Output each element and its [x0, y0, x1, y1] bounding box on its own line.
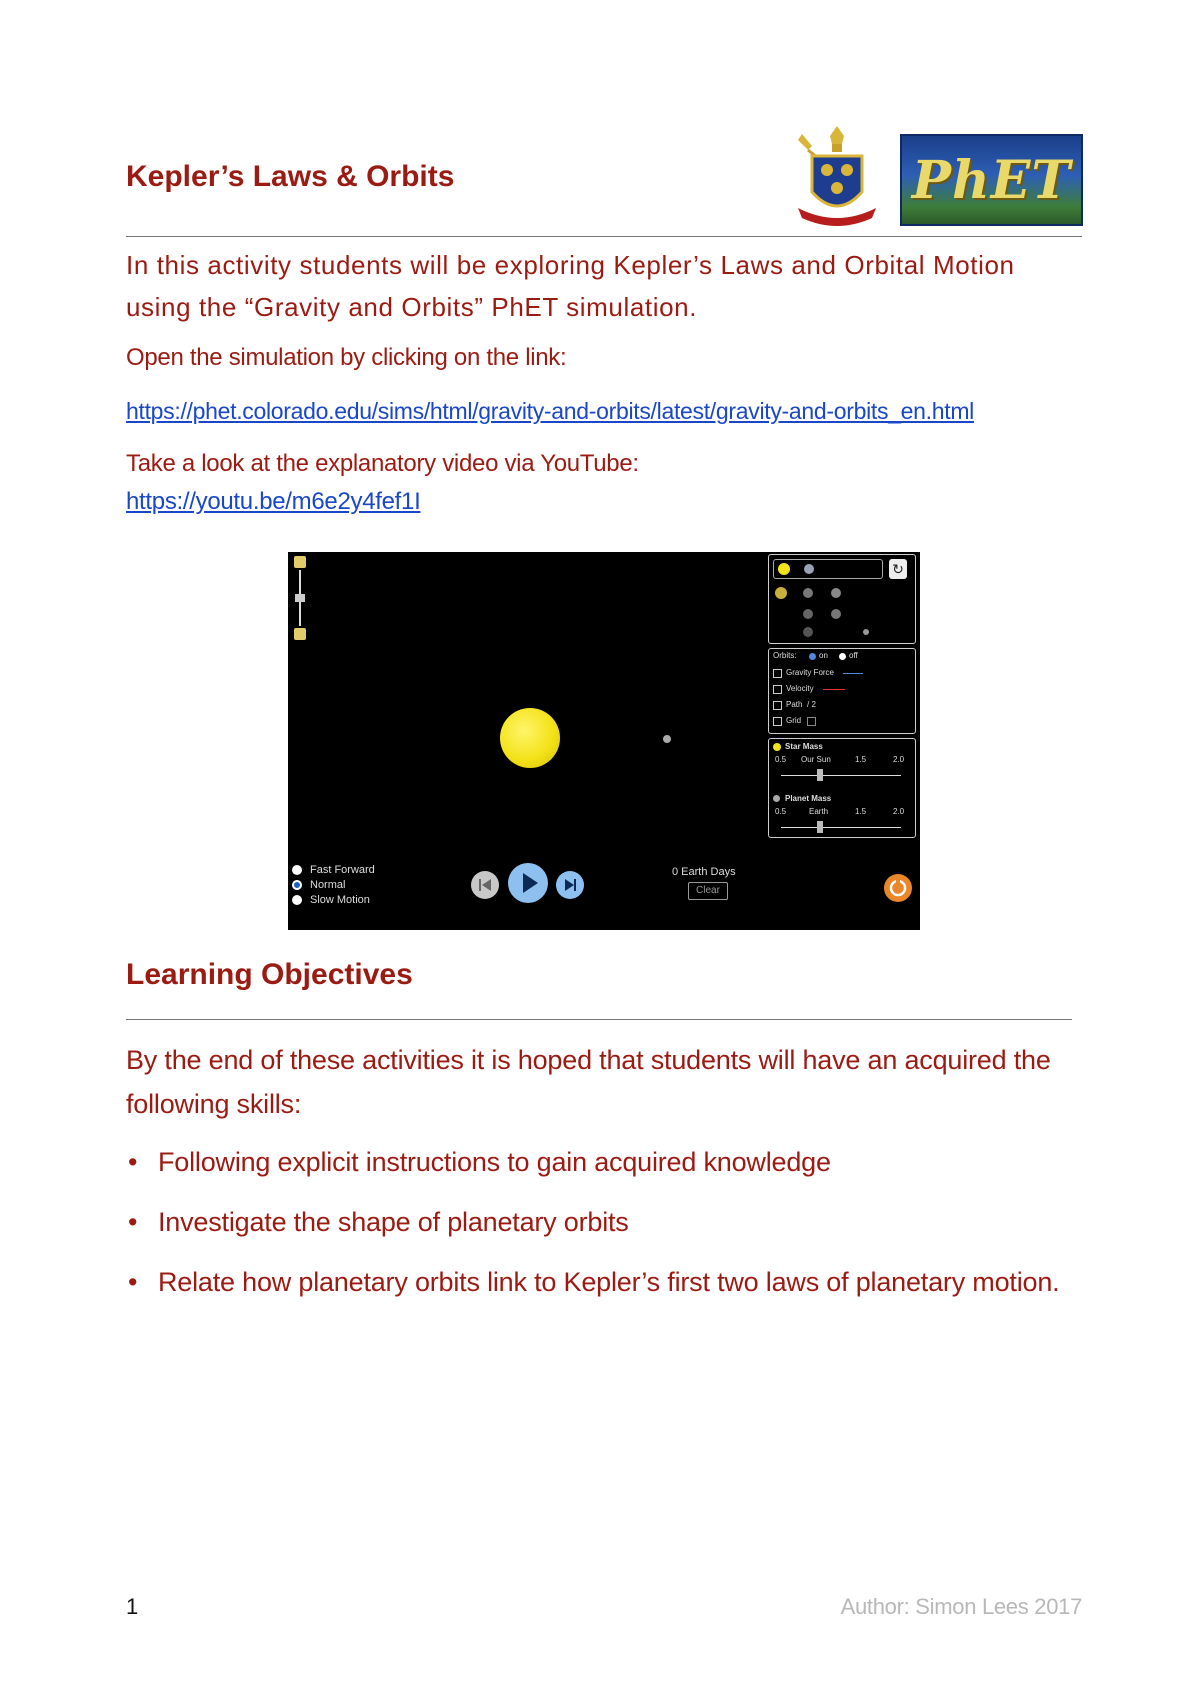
zoom-thumb: [295, 594, 305, 602]
sun-option-icon: [775, 587, 787, 599]
list-item-text: Following explicit instructions to gain acquired knowledge: [158, 1147, 831, 1177]
phet-logo-text: PhET: [911, 150, 1072, 211]
simulation-screenshot: [288, 552, 920, 930]
elapsed-time: 0 Earth Days: [672, 866, 736, 878]
grid-icon: [807, 717, 816, 726]
planet-mass-thumb: [817, 821, 823, 833]
gravity-force-swatch: [843, 673, 863, 674]
star-mass-tick-4: 2.0: [893, 755, 905, 764]
speed-fast-forward: [292, 864, 375, 878]
intro-paragraph: In this activity students will be exploring Kepler’s Laws and Orbital Motion using the “Gravity and Orbits” PhET simulation.: [126, 250, 1015, 322]
list-item-text: Investigate the shape of planetary orbits: [158, 1207, 629, 1237]
star-mass-label: Star Mass: [785, 742, 823, 751]
bullet-icon: •: [128, 1207, 138, 1237]
page-title: Kepler’s Laws & Orbits: [126, 160, 455, 193]
gravity-force-label: Gravity Force: [786, 668, 835, 677]
planet-mass-track: [781, 827, 901, 828]
orbits-label: Orbits:: [773, 651, 797, 660]
planet-mass-tick-2: Earth: [809, 807, 829, 816]
speed-normal: [292, 879, 345, 893]
planet-option-icon-3: [803, 627, 813, 637]
planet-mass-icon: [773, 795, 780, 802]
reset-scene-icon: ↻: [889, 559, 907, 579]
fast-forward-radio: [292, 865, 302, 875]
page-number: 1: [126, 1594, 139, 1619]
path-suffix: / 2: [807, 700, 816, 709]
slow-motion-label: Slow Motion: [310, 894, 370, 906]
orbits-on-radio: [809, 653, 816, 660]
list-item: [126, 1200, 1086, 1244]
star-mass-track: [781, 775, 901, 776]
planet-mass-tick-1: 0.5: [775, 807, 787, 816]
orbits-off-radio: [839, 653, 846, 660]
bullet-icon: •: [128, 1147, 138, 1177]
normal-label: Normal: [310, 879, 346, 891]
velocity-label: Velocity: [786, 684, 814, 693]
clear-button: Clear: [688, 882, 728, 900]
grid-checkbox: [773, 717, 782, 726]
star-mass-tick-1: 0.5: [775, 755, 787, 764]
grid-label: Grid: [786, 716, 802, 725]
moon-option-icon-2: [831, 609, 841, 619]
planet-mass-tick-3: 1.5: [855, 807, 867, 816]
planet-option-icon-2: [803, 609, 813, 619]
phet-menu-icon: [884, 874, 912, 902]
phet-logo: [900, 134, 1083, 226]
moon-option-icon: [831, 588, 841, 598]
youtube-link[interactable]: https://youtu.be/m6e2y4fef1I: [126, 488, 421, 515]
open-sim-label: Open the simulation by clicking on the link:: [126, 344, 567, 371]
star-mass-tick-2: Our Sun: [801, 755, 831, 764]
author-credit: Author: Simon Lees 2017: [840, 1594, 1082, 1619]
zoom-out-icon: [294, 628, 306, 640]
normal-radio: [292, 880, 302, 890]
path-checkbox: [773, 701, 782, 710]
mass-panel: [768, 738, 916, 838]
planet-mass-label: Planet Mass: [785, 794, 832, 803]
objectives-heading: Learning Objectives: [126, 958, 413, 991]
bullet-icon: •: [128, 1267, 138, 1297]
play-icon: [508, 863, 548, 903]
star-mass-tick-3: 1.5: [855, 755, 867, 764]
orbits-on-label: on: [819, 651, 828, 660]
star-mass-icon: [773, 743, 781, 751]
planet-mass-tick-4: 2.0: [893, 807, 905, 816]
list-item: [126, 1260, 1086, 1304]
star-mass-thumb: [817, 769, 823, 781]
zoom-slider: [294, 556, 308, 640]
zoom-in-icon: [294, 556, 306, 568]
planet-icon: [804, 564, 814, 574]
planet-earth: [663, 735, 671, 743]
scene-selector: [773, 559, 883, 579]
planet-option-icon: [803, 588, 813, 598]
options-panel: [768, 648, 916, 734]
satellite-icon: [863, 629, 869, 635]
list-item-text: Relate how planetary orbits link to Kepler’s first two laws of planetary motion.: [158, 1267, 1060, 1297]
velocity-swatch: [823, 689, 845, 690]
simulation-link[interactable]: https://phet.colorado.edu/sims/html/gravity-and-orbits/latest/gravity-and-orbits_en.html: [126, 398, 974, 424]
body-selector-panel: [768, 554, 916, 644]
sun-icon: [778, 563, 790, 575]
star-sun: [500, 708, 560, 768]
gravity-force-checkbox: [773, 669, 782, 678]
slow-motion-radio: [292, 895, 302, 905]
video-label: Take a look at the explanatory video via YouTube:: [126, 450, 639, 477]
path-label: Path: [786, 700, 803, 709]
fast-forward-label: Fast Forward: [310, 864, 375, 876]
step-forward-icon: [556, 871, 584, 899]
header-divider: [126, 236, 1082, 237]
objectives-list: [126, 1140, 1086, 1320]
orbits-off-label: off: [849, 651, 858, 660]
objectives-divider: [126, 1019, 1072, 1020]
school-crest-logo: [792, 122, 882, 232]
list-item: [126, 1140, 1086, 1184]
rewind-icon: [471, 871, 499, 899]
speed-slow-motion: [292, 894, 370, 908]
objectives-intro: By the end of these activities it is hoped that students will have an acquired the following skills:: [126, 1045, 1051, 1119]
velocity-checkbox: [773, 685, 782, 694]
